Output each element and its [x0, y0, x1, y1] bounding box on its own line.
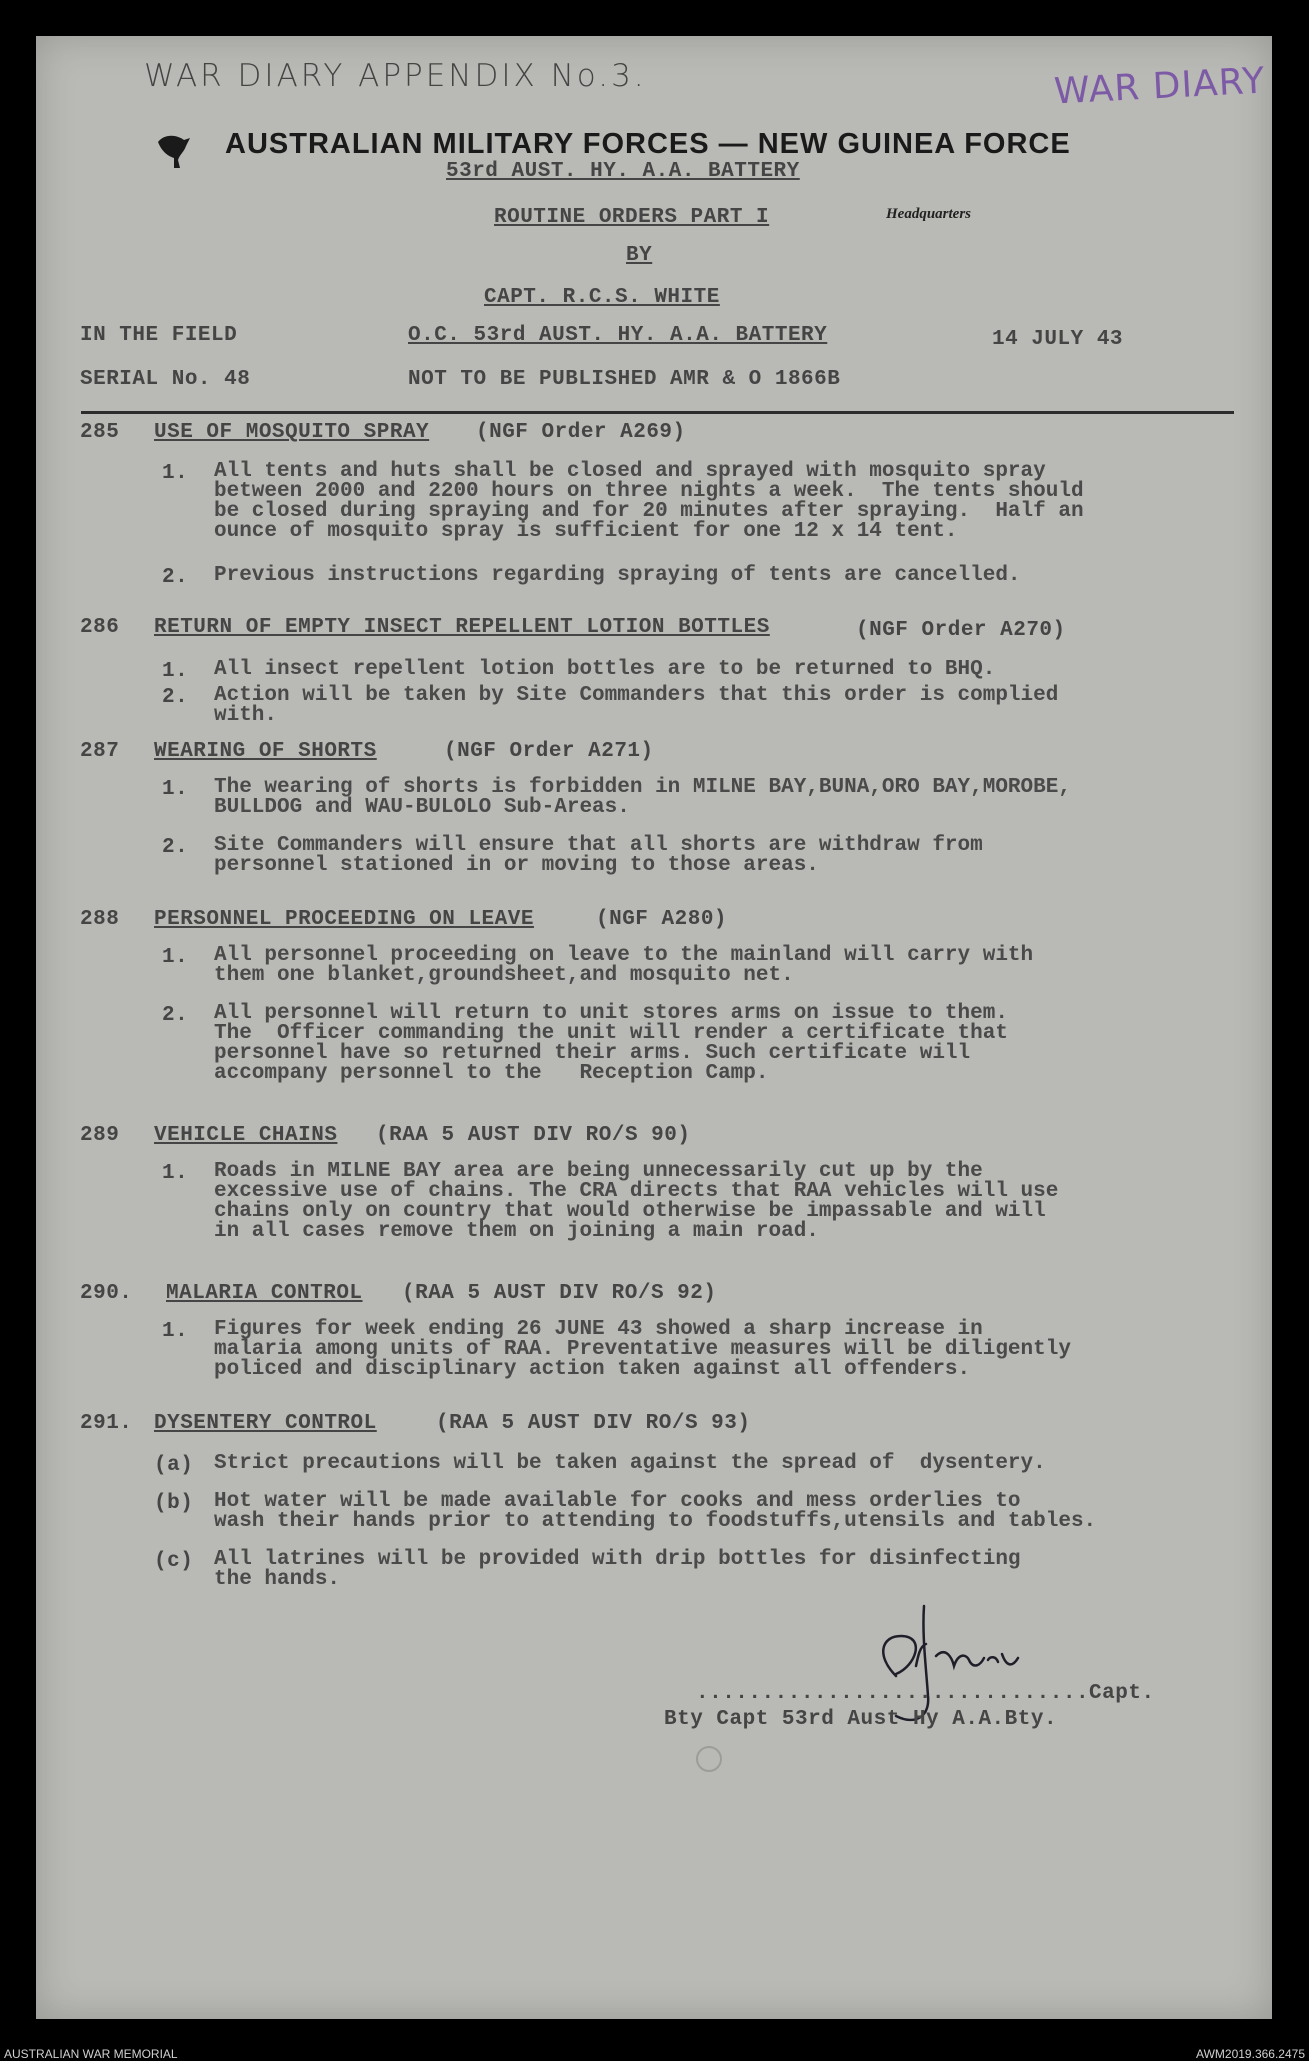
- rising-sun-emblem-icon: [154, 128, 198, 172]
- item-marker: 2.: [162, 836, 189, 859]
- order-item-text: Figures for week ending 26 JUNE 43 showed a sharp increase in malaria among units of RAA. Preventative measures will be diligently policed and disciplinary action taken against all offenders.: [214, 1318, 1071, 1381]
- order-item-text: All insect repellent lotion bottles are to be returned to BHQ.: [214, 658, 996, 681]
- order-item-text: All personnel proceeding on leave to the mainland will carry with them one blanket,groundsheet,and mosquito net.: [214, 944, 1034, 987]
- item-marker: 2.: [162, 686, 189, 709]
- commander-role: O.C. 53rd AUST. HY. A.A. BATTERY: [408, 324, 828, 347]
- item-marker: 1.: [162, 462, 189, 485]
- order-item-text: All tents and huts shall be closed and sprayed with mosquito spray between 2000 and 2200 hours on three nights a week. The tents should be closed during spraying and for 20 minutes after spraying. Half an ounce of mosquito spray is sufficient for one 12 x 14 tent.: [214, 460, 1084, 543]
- item-marker: 1.: [162, 1162, 189, 1185]
- order-item-text: All latrines will be provided with drip bottles for disinfecting the hands.: [214, 1548, 1021, 1591]
- item-marker: (b): [154, 1492, 194, 1515]
- order-reference: (NGF Order A270): [856, 619, 1066, 642]
- header-divider: [81, 411, 1234, 414]
- order-item-text: Action will be taken by Site Commanders that this order is complied with.: [214, 684, 1059, 727]
- location: IN THE FIELD: [80, 324, 238, 347]
- order-number: 288: [80, 908, 120, 931]
- order-title: PERSONNEL PROCEEDING ON LEAVE: [154, 908, 534, 931]
- footer-institution: AUSTRALIAN WAR MEMORIAL: [4, 2047, 178, 2061]
- order-item-text: Strict precautions will be taken against the spread of dysentery.: [214, 1452, 1046, 1475]
- order-title: USE OF MOSQUITO SPRAY: [154, 421, 430, 444]
- order-date: 14 JULY 43: [992, 328, 1124, 351]
- item-marker: 2.: [162, 566, 189, 589]
- order-title: WEARING OF SHORTS: [154, 740, 377, 763]
- item-marker: 1.: [162, 1320, 189, 1343]
- order-reference: (RAA 5 AUST DIV RO/S 92): [402, 1282, 717, 1305]
- order-item-text: The wearing of shorts is forbidden in MILNE BAY,BUNA,ORO BAY,MOROBE, BULLDOG and WAU-BULOLO Sub-Areas.: [214, 776, 1071, 819]
- commander-name: CAPT. R.C.S. WHITE: [484, 286, 720, 309]
- pin-hole: [696, 1746, 722, 1772]
- item-marker: 1.: [162, 946, 189, 969]
- order-number: 289: [80, 1124, 120, 1147]
- document-page: [36, 36, 1272, 2019]
- order-item-text: Previous instructions regarding spraying of tents are cancelled.: [214, 564, 1021, 587]
- order-number: 287: [80, 740, 120, 763]
- order-reference: (RAA 5 AUST DIV RO/S 90): [376, 1124, 691, 1147]
- order-item-text: All personnel will return to unit stores arms on issue to them. The Officer commanding the unit will render a certificate that personnel have so returned their arms. Such certificate will accompany personnel to the Reception Camp.: [214, 1002, 1008, 1085]
- order-reference: (NGF Order A271): [444, 740, 654, 763]
- order-number: 290.: [80, 1282, 133, 1305]
- by-label: BY: [626, 244, 653, 267]
- order-title: VEHICLE CHAINS: [154, 1124, 338, 1147]
- order-item-text: Site Commanders will ensure that all shorts are withdraw from personnel stationed in or moving to those areas.: [214, 834, 983, 877]
- order-title: DYSENTERY CONTROL: [154, 1412, 377, 1435]
- item-marker: 1.: [162, 660, 189, 683]
- order-item-text: Hot water will be made available for cooks and mess orderlies to wash their hands prior to attending to foodstuffs,utensils and tables.: [214, 1490, 1097, 1533]
- item-marker: 2.: [162, 1004, 189, 1027]
- item-marker: (c): [154, 1550, 194, 1573]
- order-number: 285: [80, 421, 120, 444]
- order-reference: (RAA 5 AUST DIV RO/S 93): [436, 1412, 751, 1435]
- order-title: RETURN OF EMPTY INSECT REPELLENT LOTION BOTTLES: [154, 616, 770, 639]
- headquarters-label: Headquarters: [886, 206, 972, 222]
- signatory-title: Bty Capt 53rd Aust Hy A.A.Bty.: [664, 1708, 1058, 1731]
- serial-number: SERIAL No. 48: [80, 368, 251, 391]
- order-number: 286: [80, 616, 120, 639]
- order-reference: (NGF A280): [596, 908, 728, 931]
- item-marker: (a): [154, 1454, 194, 1477]
- footer-accession-number: AWM2019.366.2475: [1196, 2047, 1305, 2061]
- orders-title: ROUTINE ORDERS PART I: [494, 206, 770, 229]
- signature-rank-line: ..............................Capt.: [696, 1682, 1155, 1705]
- war-diary-stamp: WAR DIARY: [1053, 60, 1267, 113]
- order-reference: (NGF Order A269): [476, 421, 686, 444]
- publication-note: NOT TO BE PUBLISHED AMR & O 1866B: [408, 368, 841, 391]
- handwritten-title: WAR DIARY APPENDIX No.3.: [144, 58, 647, 94]
- order-title: MALARIA CONTROL: [166, 1282, 363, 1305]
- unit-name: 53rd AUST. HY. A.A. BATTERY: [446, 160, 800, 183]
- order-item-text: Roads in MILNE BAY area are being unnecessarily cut up by the excessive use of chains. The CRA directs that RAA vehicles will use chains only on country that would otherwise be impassable and will in all cases remove them on joining a main road.: [214, 1160, 1059, 1243]
- order-number: 291.: [80, 1412, 133, 1435]
- heading: AUSTRALIAN MILITARY FORCES — NEW GUINEA FORCE: [225, 128, 1071, 160]
- item-marker: 1.: [162, 778, 189, 801]
